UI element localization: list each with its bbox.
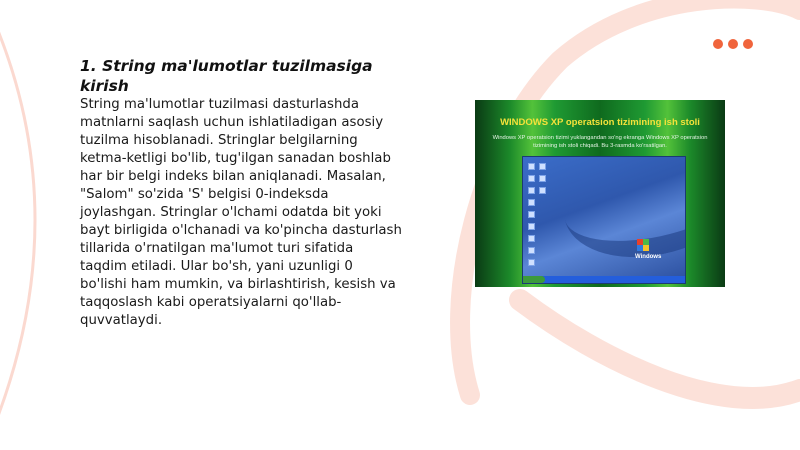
desktop-icon (528, 259, 535, 266)
desktop-screen (522, 156, 686, 284)
windows-logo-text: Windows (635, 254, 662, 260)
start-button (523, 276, 545, 283)
slide-body-text: String ma'lumotlar tuzilmasi dasturlashda matnlarni saqlash uchun ishlatiladigan asosiy tuzilma hisoblanadi. Stringlar belgilarning ketma-ketligi bo'lib, tug'ilgan sanadan boshlab har bir belgi indeks bilan aniqlanadi. Masalan, "Salom" so'zida 'S' belgisi 0-indeksda joylashgan. Stringlar o'lchami odatda bit yoki bayt birligida o'lchanadi va ko'pincha dasturlash tillarida o'rnatilgan ma'lumot turi sifatida taqdim etiladi. Ular bo'sh, yani uzunligi 0 bo'lishi ham mumkin, va birlashtirish, kesish va taqqoslash kabi operatsiyalarni qo'llab-quvvatlaydi. (80, 97, 402, 328)
taskbar (523, 276, 685, 283)
desktop-icon (528, 223, 535, 230)
desktop-icon (528, 175, 535, 182)
desktop-icon (539, 175, 546, 182)
figure-title: WINDOWS XP operatsion tizimining ish stoli (500, 117, 700, 128)
figure-caption: Windows XP operatsion tizimi yuklangandan so'ng ekranga Windows XP operatsion tizimining ish stoli chiqadi. Bu 3-rasmda ko'rsatilgan. (492, 135, 708, 149)
menu-dots-icon (713, 39, 753, 49)
windows-xp-screenshot (475, 100, 725, 287)
left-arc (0, 0, 35, 450)
desktop-icon (528, 247, 535, 254)
desktop-icon (528, 235, 535, 242)
desktop-icon (539, 163, 546, 170)
dot (713, 39, 723, 49)
dot (728, 39, 738, 49)
windows-logo-icon (637, 239, 649, 251)
slide-title: 1. String ma'lumotlar tuzilmasiga kirish (80, 57, 373, 95)
desktop-icon (528, 163, 535, 170)
desktop-icon (539, 187, 546, 194)
desktop-wallpaper-wave (554, 156, 686, 273)
right-ring-lower (520, 300, 800, 398)
desktop-icon (528, 199, 535, 206)
dot (743, 39, 753, 49)
desktop-icon (528, 211, 535, 218)
desktop-icon (528, 187, 535, 194)
